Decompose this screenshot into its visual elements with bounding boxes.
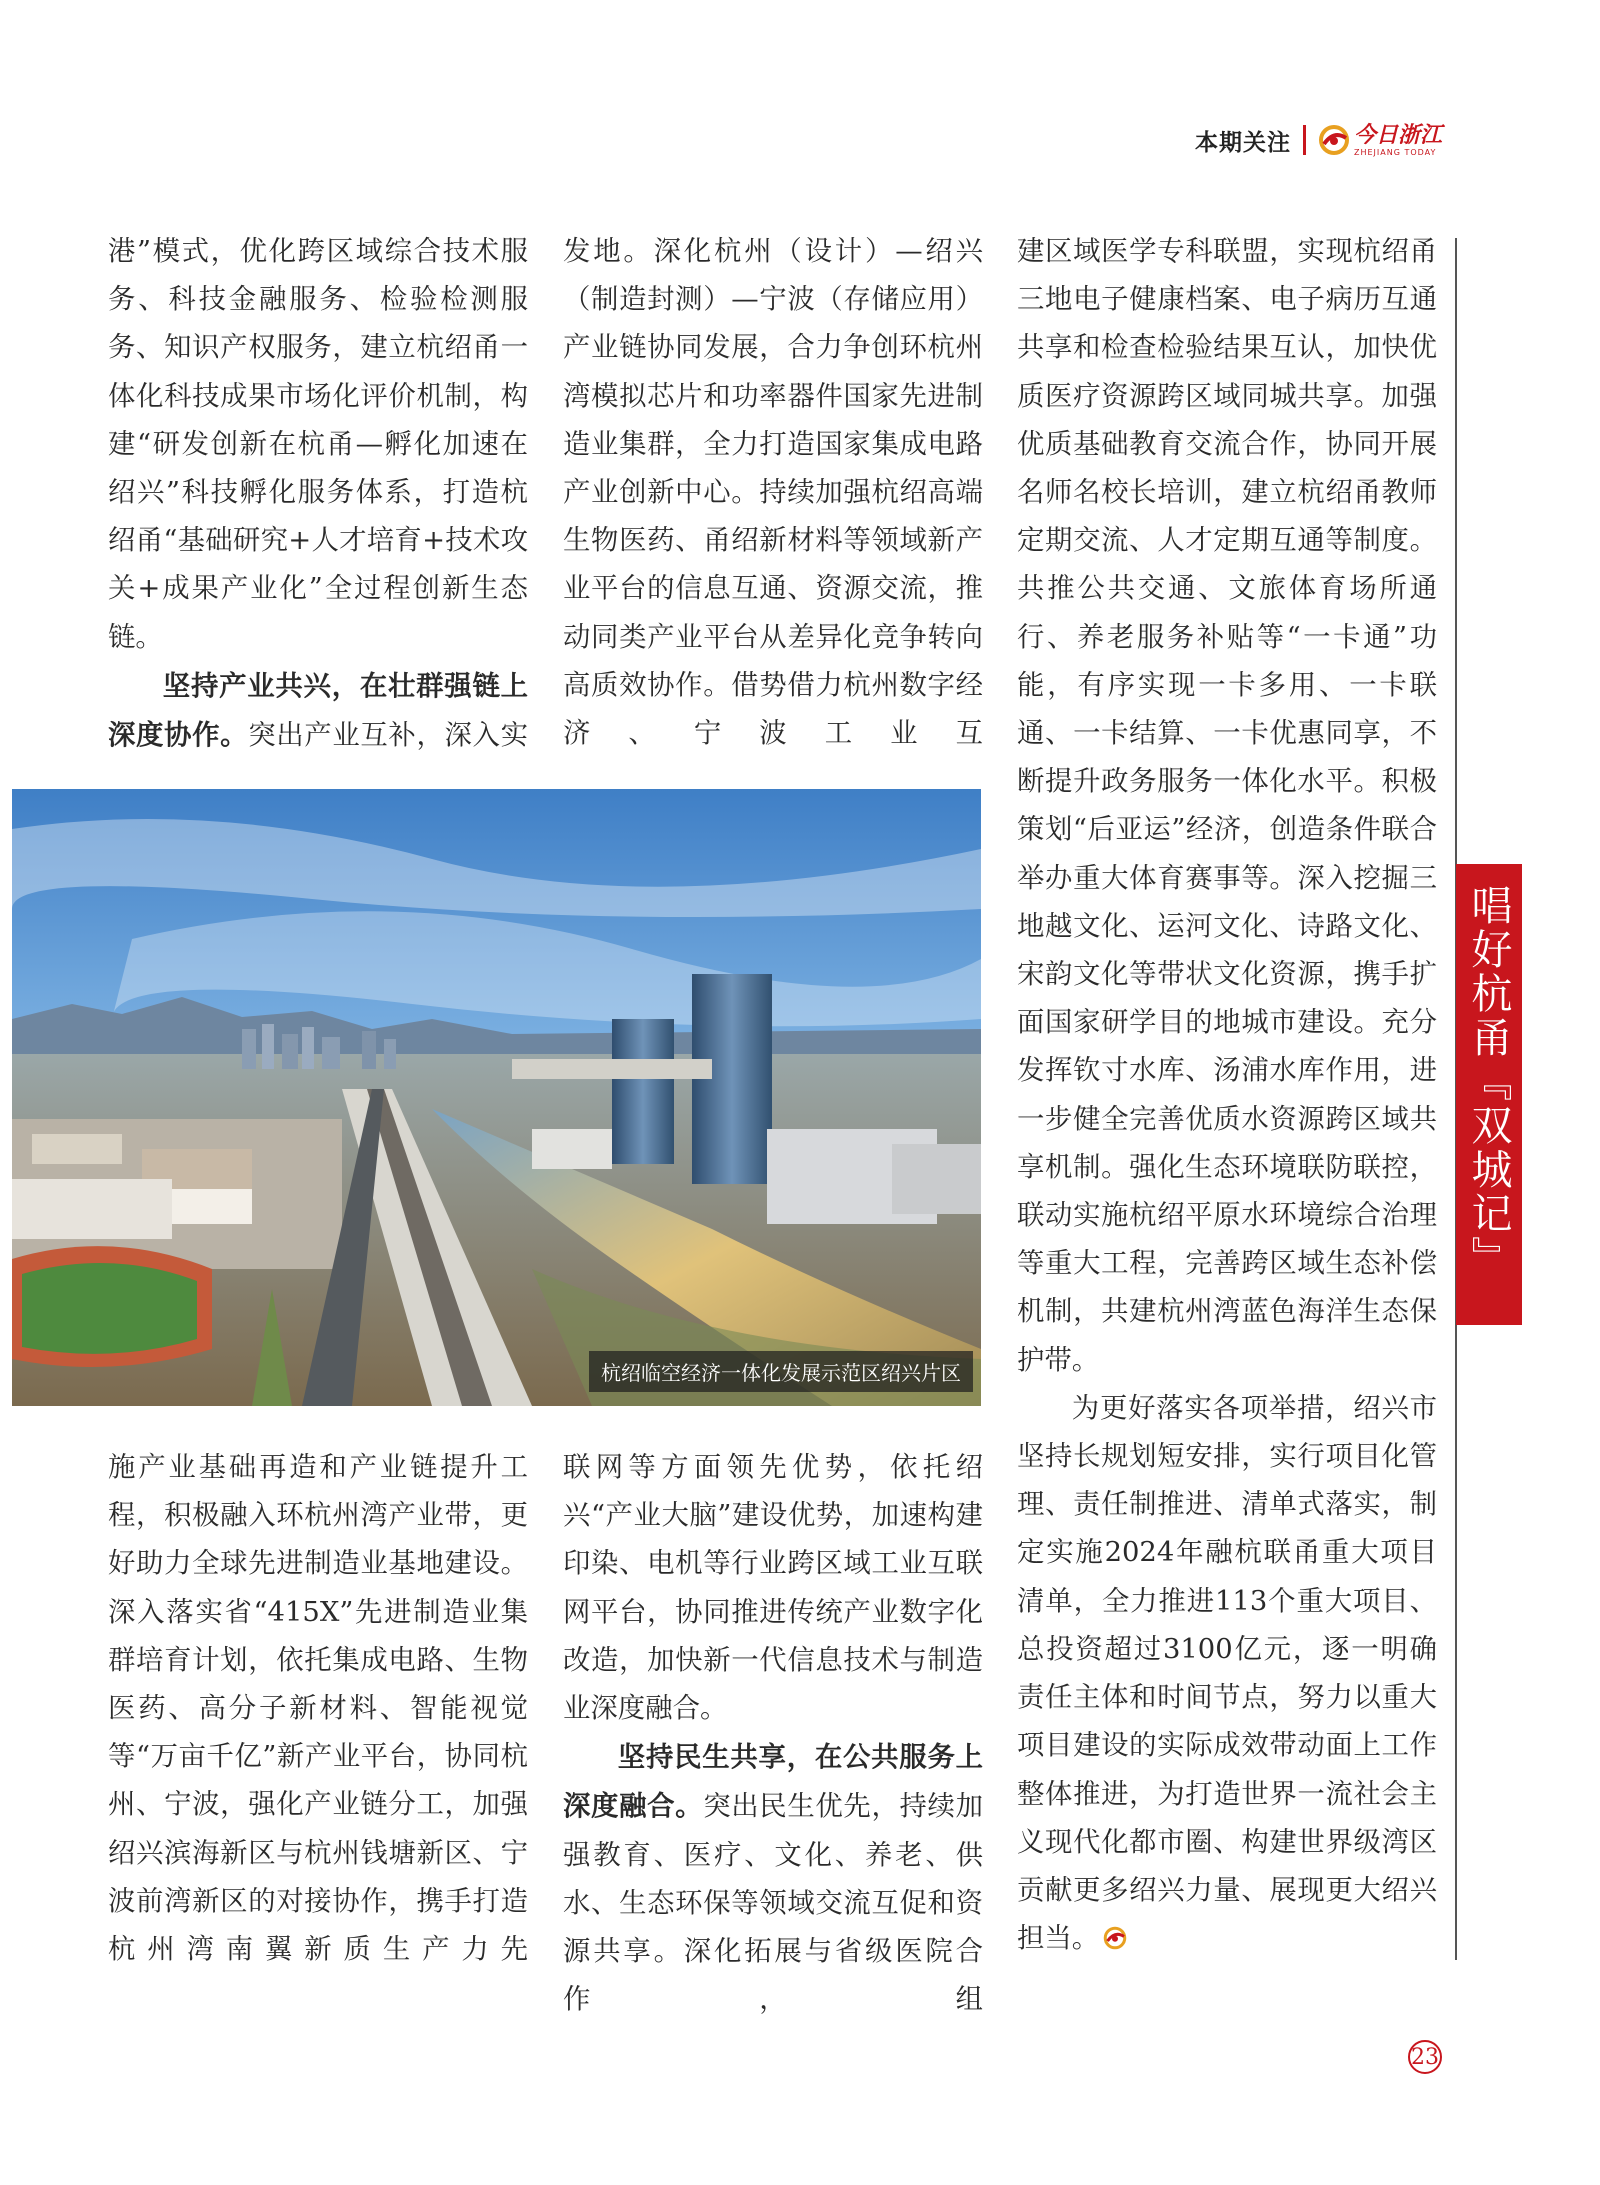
paragraph: 港”模式，优化跨区域综合技术服务、科技金融服务、检验检测服务、知识产权服务，建立杭绍甬一体化科技成果市场化评价机制，构建“研发创新在杭甬—孵化加速在绍兴”科技孵化服务体系，打造杭绍甬“基础研究+人才培育+技术攻关+成果产业化”全过程创新生态链。	[108, 236, 528, 653]
section-label: 本期关注	[1194, 129, 1291, 156]
column-1-top	[108, 228, 528, 760]
column-2-top	[563, 228, 983, 758]
paragraph-text: 为更好落实各项举措，绍兴市坚持长规划短安排，实行项目化管理、责任制推进、清单式落实，制定实施2024年融杭联甬重大项目清单，全力推进113个重大项目、总投资超过3100亿元，逐一明确责任主体和时间节点，努力以重大项目建设的实际成效带动面上工作整体推进，为打造世界一流社会主义现代化都市圈、构建世界级湾区贡献更多绍兴力量、展现更大绍兴担当。	[1017, 1392, 1437, 1955]
paragraph	[1017, 1385, 1437, 1963]
paragraph	[563, 1733, 983, 2024]
column-3	[1017, 228, 1437, 1963]
logo-wordmark	[1354, 124, 1442, 157]
paragraph-text: 突出民生优先，持续加强教育、医疗、文化、养老、供水、生态环保等领域交流互促和资源共享。深化拓展与省级医院合作，组	[563, 1791, 983, 2016]
aerial-photo	[12, 789, 981, 1406]
paragraph	[108, 662, 528, 760]
bold-lead: 坚持民生共享，在公共服务上深度融合。	[563, 1741, 983, 1823]
column-1-bottom	[108, 1444, 528, 1974]
section-side-tab	[1456, 864, 1522, 1325]
header-divider	[1303, 125, 1306, 155]
paragraph: 发地。深化杭州（设计）—绍兴（制造封测）—宁波（存储应用）产业链协同发展，合力争创环杭州湾模拟芯片和功率器件国家先进制造业集群，全力打造国家集成电路产业创新中心。持续加强杭绍高端生物医药、甬绍新材料等领域新产业平台的信息互通、资源交流，推动同类产业平台从差异化竞争转向高质效协作。借势借力杭州数字经济、宁波工业互	[563, 236, 983, 750]
paragraph: 联网等方面领先优势，依托绍兴“产业大脑”建设优势，加速构建印染、电机等行业跨区域工业互联网平台，协同推进传统产业数字化改造，加快新一代信息技术与制造业深度融合。	[563, 1452, 983, 1725]
paragraph-text: 突出产业互补，深入实	[248, 720, 528, 752]
magazine-logo	[1318, 124, 1442, 157]
logo-en-text: ZHEJIANG TODAY	[1353, 147, 1437, 157]
column-2-bottom	[563, 1444, 983, 2024]
page-header	[1195, 120, 1442, 160]
end-mark-icon	[1103, 1926, 1127, 1950]
photo-caption: 杭绍临空经济一体化发展示范区绍兴片区	[589, 1351, 973, 1392]
aerial-city-image	[12, 789, 981, 1406]
paragraph: 施产业基础再造和产业链提升工程，积极融入环杭州湾产业带，更好助力全球先进制造业基地建设。深入落实省“415X”先进制造业集群培育计划，依托集成电路、生物医药、高分子新材料、智能视觉等“万亩千亿”新产业平台，协同杭州、宁波，强化产业链分工，加强绍兴滨海新区与杭州钱塘新区、宁波前湾新区的对接协作，携手打造杭州湾南翼新质生产力先	[108, 1452, 528, 1966]
logo-icon	[1318, 124, 1350, 156]
bold-lead: 坚持产业共兴，在壮群强链上深度协作。	[108, 669, 528, 752]
paragraph: 建区域医学专科联盟，实现杭绍甬三地电子健康档案、电子病历互通共享和检查检验结果互认，加快优质医疗资源跨区域同城共享。加强优质基础教育交流合作，协同开展名师名校长培训，建立杭绍甬教师定期交流、人才定期互通等制度。共推公共交通、文旅体育场所通行、养老服务补贴等“一卡通”功能，有序实现一卡多用、一卡联通、一卡结算、一卡优惠同享，不断提升政务服务一体化水平。积极策划“后亚运”经济，创造条件联合举办重大体育赛事等。深入挖掘三地越文化、运河文化、诗路文化、宋韵文化等带状文化资源，携手扩面国家研学目的地城市建设。充分发挥钦寸水库、汤浦水库作用，进一步健全完善优质水资源跨区域共享机制。强化生态环境联防联控，联动实施杭绍平原水环境综合治理等重大工程，完善跨区域生态补偿机制，共建杭州湾蓝色海洋生态保护带。	[1017, 236, 1437, 1376]
logo-cn-text: 今日浙江	[1353, 122, 1442, 148]
side-tab-title: 唱好杭甬『双城记』	[1464, 884, 1513, 1280]
page-number: 23	[1408, 2040, 1442, 2074]
